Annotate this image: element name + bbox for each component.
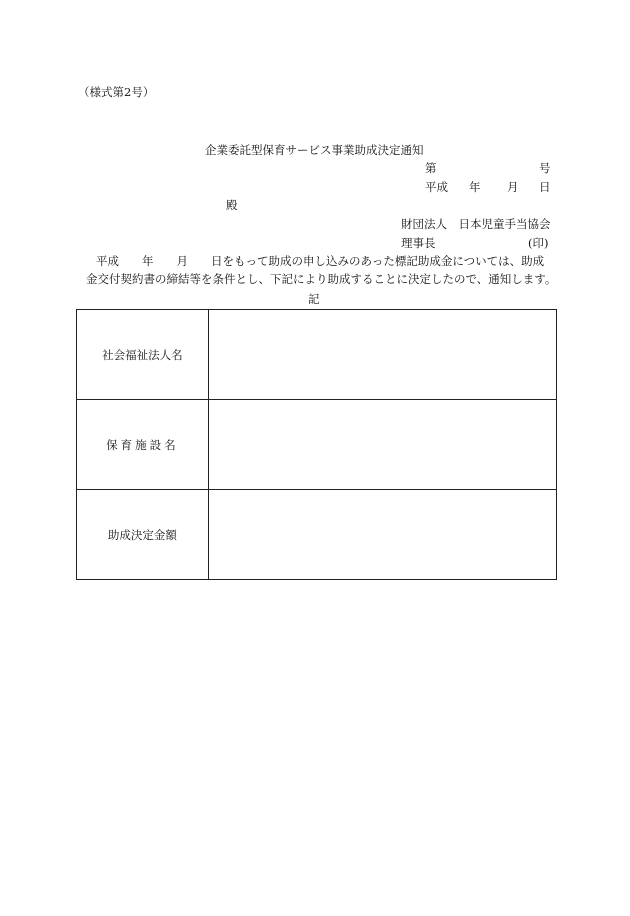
notice-body-line-1: 平成 年 月 日をもって助成の申し込みのあった標記助成金については、助成 (96, 254, 545, 268)
table-row (77, 400, 557, 490)
table-row (77, 310, 557, 400)
info-table (76, 309, 557, 580)
notice-body-line-2: 金交付契約書の締結等を条件とし、下記により助成することに決定したので、通知します。 (86, 272, 557, 286)
corporation-name-field[interactable] (208, 310, 556, 400)
addressee-honorific: 殿 (226, 198, 238, 212)
issuer-title: 理事長 (401, 236, 436, 250)
document-number-prefix: 第 (425, 161, 437, 175)
corporation-name-label: 社会福祉法人名 (77, 310, 209, 400)
issue-date (425, 180, 551, 194)
grant-amount-label: 助成決定金額 (77, 490, 209, 580)
date-era: 平成 (425, 180, 448, 194)
form-number: （様式第2号） (78, 85, 155, 99)
document-title: 企業委託型保育サービス事業助成決定通知 (205, 143, 424, 157)
date-month-unit: 月 (507, 180, 519, 194)
issuer-organization: 財団法人 日本児童手当協会 (401, 217, 551, 231)
seal-mark: (印) (528, 236, 549, 250)
grant-amount-field[interactable] (208, 490, 556, 580)
table-row (77, 490, 557, 580)
notice-body (86, 252, 566, 288)
date-day-unit: 日 (539, 180, 551, 194)
facility-name-label: 保育施設名 (77, 400, 209, 490)
date-year-unit: 年 (469, 180, 481, 194)
ki-heading: 記 (308, 292, 320, 306)
facility-name-field[interactable] (208, 400, 556, 490)
document-number-suffix: 号 (539, 161, 551, 175)
